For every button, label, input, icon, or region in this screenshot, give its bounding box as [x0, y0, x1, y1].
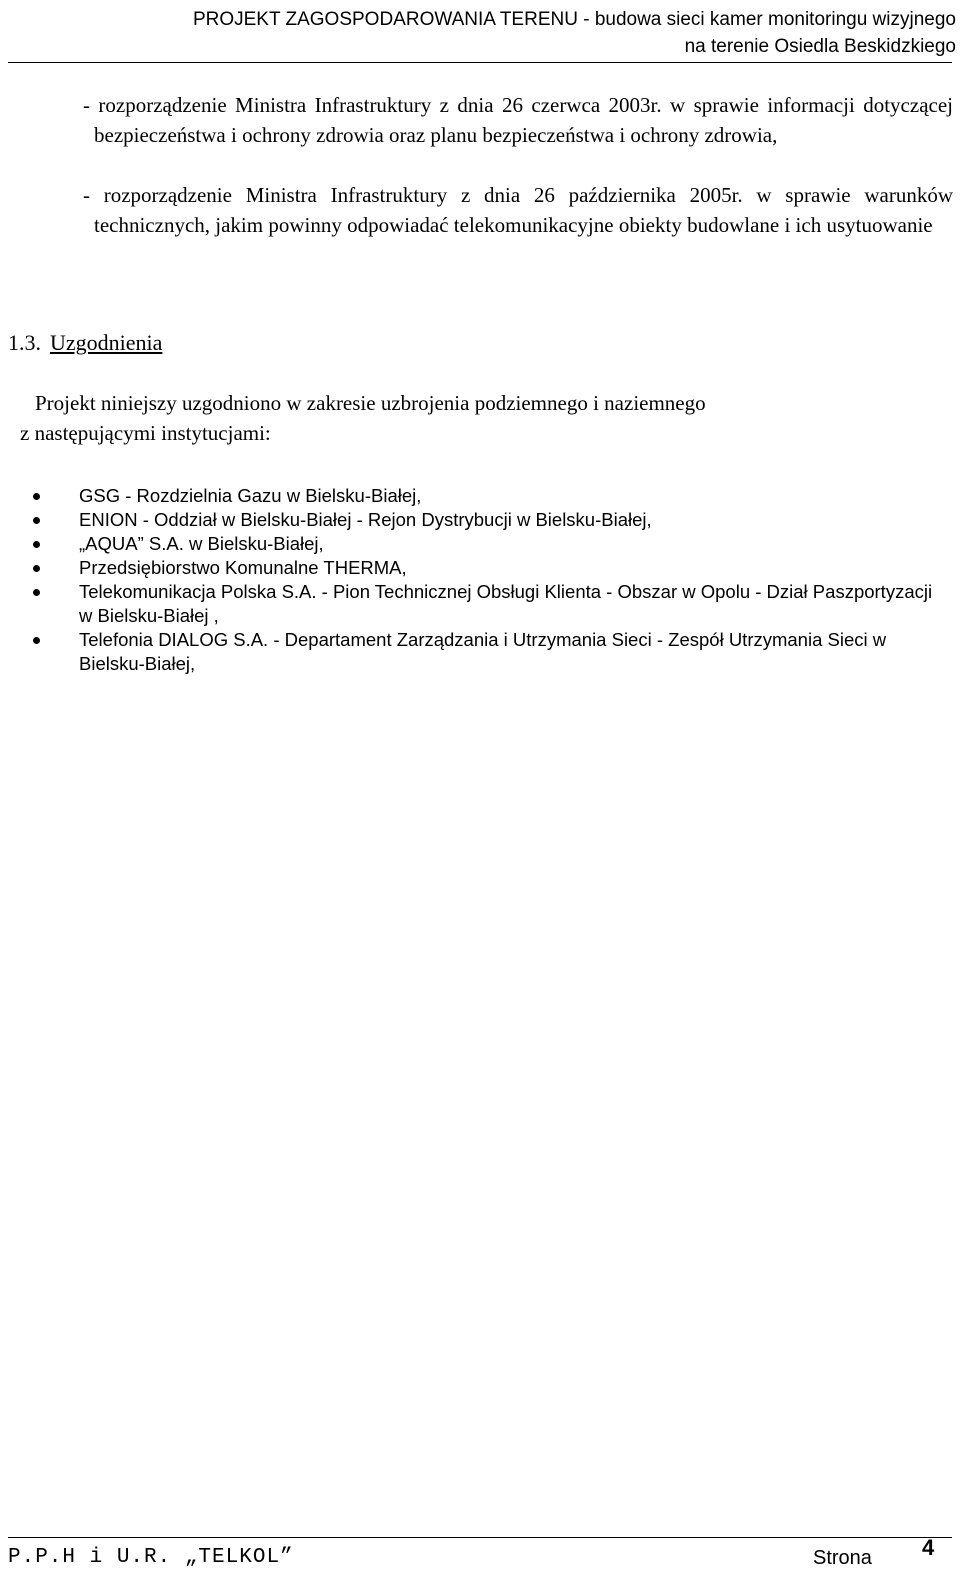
institution-name: ENION - Oddział w Bielsku-Białej - Rejon Dystrybucji w Bielsku-Białej, — [79, 509, 652, 530]
regulation-item: - rozporządzenie Ministra Infrastruktury z dnia 26 października 2005r. w sprawie warunków technicznych, jakim powinny odpowiadać telekomunikacyjne obiekty budowlane i ich usytuowanie — [83, 183, 953, 237]
section-heading — [8, 328, 162, 358]
bullet-icon — [33, 541, 40, 548]
institution-list — [0, 484, 940, 676]
list-item — [0, 580, 940, 628]
list-item — [0, 508, 940, 532]
list-item — [0, 484, 940, 508]
bullet-icon — [33, 517, 40, 524]
header-title-line1: PROJEKT ZAGOSPODAROWANIA TERENU - budowa sieci kamer monitoringu wizyjnego — [192, 9, 956, 30]
bullet-icon — [33, 637, 40, 644]
list-item — [0, 628, 940, 676]
bullet-icon — [33, 589, 40, 596]
regulation-item: - rozporządzenie Ministra Infrastruktury z dnia 26 czerwca 2003r. w sprawie informacji dotyczącej bezpieczeństwa i ochrony zdrowia oraz planu bezpieczeństwa i ochrony zdrowia, — [83, 93, 953, 147]
header-title-line2: na terenie Osiedla Beskidzkiego — [684, 36, 956, 57]
intro-line1: Projekt niniejszy uzgodniono w zakresie uzbrojenia podziemnego i naziemnego — [35, 391, 706, 415]
footer-rule — [8, 1537, 952, 1538]
institution-name: Telekomunikacja Polska S.A. - Pion Technicznej Obsługi Klienta - Obszar w Opolu - Dział Paszportyzacji w Bielsku-Białej , — [79, 581, 933, 626]
institution-name: Przedsiębiorstwo Komunalne THERMA, — [79, 557, 407, 578]
institution-name: „AQUA” S.A. w Bielsku-Białej, — [79, 533, 324, 554]
footer-page-label: Strona — [813, 1547, 872, 1569]
intro-paragraph — [20, 388, 880, 448]
list-item — [0, 532, 940, 556]
section-number: 1.3. — [8, 330, 41, 355]
document-header — [56, 6, 956, 60]
section-title: Uzgodnienia — [50, 330, 163, 355]
intro-line2: z następującymi instytucjami: — [20, 421, 271, 445]
header-rule — [8, 62, 952, 63]
list-item — [0, 556, 940, 580]
footer-page-number: 4 — [922, 1535, 935, 1560]
institution-name: Telefonia DIALOG S.A. - Departament Zarządzania i Utrzymania Sieci - Zespół Utrzymania Sieci w Bielsku-Białej, — [79, 629, 887, 674]
institution-name: GSG - Rozdzielnia Gazu w Bielsku-Białej, — [79, 485, 422, 506]
bullet-icon — [33, 565, 40, 572]
bullet-icon — [33, 493, 40, 500]
footer-company: P.P.H i U.R. „TELKOL” — [8, 1546, 294, 1569]
